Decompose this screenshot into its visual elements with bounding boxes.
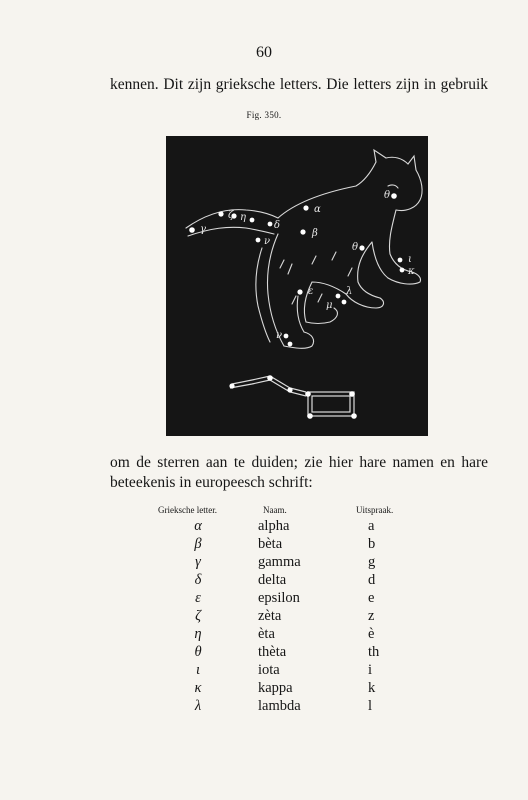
- label-nu-foot: ν: [276, 330, 283, 341]
- table-row: [0, 626, 528, 644]
- letter-name: èta: [258, 626, 275, 642]
- page-number: 60: [256, 44, 272, 61]
- label-theta-head: θ: [384, 190, 391, 201]
- greek-letter: θ: [194, 644, 202, 660]
- table-header-name: Naam.: [263, 505, 287, 515]
- big-dipper-outline: [230, 376, 354, 416]
- letter-name: delta: [258, 572, 287, 588]
- body-text-line-2: om de sterren aan te duiden; zie hier hare namen en hare: [110, 454, 488, 471]
- table-row: [0, 554, 528, 572]
- star-labels: [200, 190, 415, 341]
- greek-letter: δ: [194, 572, 202, 588]
- label-beta: β: [312, 228, 318, 239]
- label-epsilon: ε: [308, 286, 314, 297]
- figure-caption: Fig. 350.: [246, 110, 282, 120]
- label-theta-leg: θ: [352, 242, 359, 253]
- letter-name: iota: [258, 662, 280, 678]
- greek-letter: β: [194, 536, 202, 552]
- table-row: [0, 662, 528, 680]
- table-header-greek: Grieksche letter.: [158, 505, 217, 515]
- label-lambda: λ: [346, 286, 353, 297]
- greek-letter: ζ: [195, 608, 201, 624]
- body-text-line-1: kennen. Dit zijn grieksche letters. Die letters zijn in gebruik: [110, 76, 488, 93]
- greek-letter: λ: [194, 698, 202, 714]
- letter-name: lambda: [258, 698, 301, 714]
- letter-name: gamma: [258, 554, 301, 570]
- great-bear-illustration: [166, 136, 428, 436]
- letter-pronunciation: d: [368, 572, 376, 588]
- greek-letter: α: [194, 518, 202, 534]
- letter-pronunciation: a: [368, 518, 375, 534]
- letter-name: zèta: [258, 608, 282, 624]
- letter-pronunciation: e: [368, 590, 375, 606]
- table-row: [0, 698, 528, 716]
- greek-letter: κ: [194, 680, 202, 696]
- label-alpha: α: [314, 204, 321, 215]
- label-gamma: γ: [200, 224, 206, 235]
- table-row: [0, 518, 528, 536]
- letter-name: kappa: [258, 680, 293, 696]
- table-row: [0, 608, 528, 626]
- bear-outline: [186, 150, 422, 348]
- greek-letter: ε: [195, 590, 201, 606]
- letter-name: thèta: [258, 644, 287, 660]
- label-kappa: κ: [408, 266, 415, 277]
- label-nu: ν: [264, 236, 271, 247]
- letter-pronunciation: k: [368, 680, 376, 696]
- label-zeta: ζ: [228, 210, 234, 221]
- table-row: [0, 644, 528, 662]
- letter-pronunciation: z: [368, 608, 375, 624]
- greek-letter: γ: [195, 554, 201, 570]
- constellation-figure: [166, 136, 428, 436]
- letter-pronunciation: i: [368, 662, 373, 678]
- bear-stars: [189, 193, 404, 346]
- table-header-pronunciation: Uitspraak.: [356, 505, 394, 515]
- table-row: [0, 590, 528, 608]
- body-text-line-3: beteekenis in europeesch schrift:: [110, 474, 313, 491]
- label-iota: ι: [408, 254, 412, 265]
- letter-pronunciation: l: [368, 698, 373, 714]
- greek-letter: ι: [195, 662, 201, 678]
- letter-pronunciation: b: [368, 536, 376, 552]
- label-mu: μ: [326, 300, 333, 311]
- label-eta: η: [240, 212, 246, 223]
- label-delta: δ: [274, 220, 281, 231]
- table-row: [0, 536, 528, 554]
- letter-pronunciation: th: [368, 644, 380, 660]
- letter-name: bèta: [258, 536, 283, 552]
- table-row: [0, 572, 528, 590]
- letter-pronunciation: è: [368, 626, 375, 642]
- letter-pronunciation: g: [368, 554, 376, 570]
- letter-name: alpha: [258, 518, 290, 534]
- letter-name: epsilon: [258, 590, 300, 606]
- greek-letter: η: [194, 626, 202, 642]
- table-row: [0, 680, 528, 698]
